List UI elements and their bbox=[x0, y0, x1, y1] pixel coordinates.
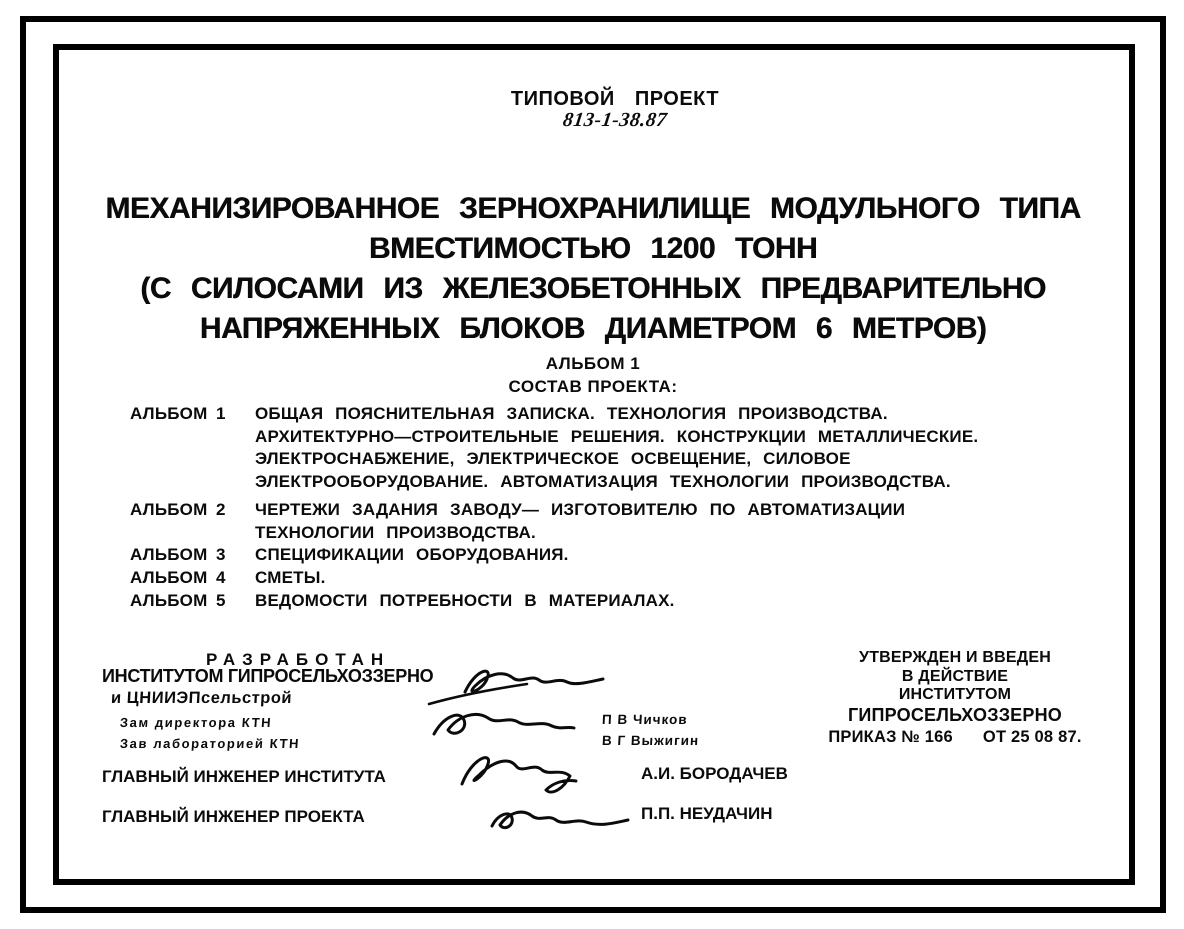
album-description bbox=[255, 499, 1090, 544]
developed-by-heading: РАЗРАБОТАН bbox=[206, 650, 391, 669]
album-description bbox=[255, 567, 1090, 590]
developer-institute-line: ИНСТИТУТОМ ГИПРОСЕЛЬХОЗЗЕРНО bbox=[102, 666, 434, 686]
album-header-block bbox=[53, 352, 1133, 398]
role-lab-head: Зав лабораторией КТН bbox=[119, 736, 301, 751]
album-description-line: ТЕХНОЛОГИИ ПРОИЗВОДСТВА. bbox=[255, 522, 536, 542]
name-borodachev: А.И. БОРОДАЧЕВ bbox=[641, 764, 788, 783]
album-number-heading: АЛЬБОМ 1 bbox=[545, 354, 641, 373]
album-number: 3 bbox=[216, 545, 226, 565]
album-description-line: ВЕДОМОСТИ ПОТРЕБНОСТИ В МАТЕРИАЛАХ. bbox=[255, 590, 675, 610]
role-deputy-director: Зам директора КТН bbox=[119, 715, 273, 730]
album-row-4 bbox=[130, 567, 1090, 590]
approved-line-3: ИНСТИТУТОМ bbox=[898, 686, 1012, 703]
contents-heading: СОСТАВ ПРОЕКТА: bbox=[508, 377, 678, 396]
album-label: АЛЬБОМ bbox=[130, 545, 208, 565]
title-line-3: (С СИЛОСАМИ ИЗ ЖЕЛЕЗОБЕТОННЫХ ПРЕДВАРИТЕЛЬНО bbox=[140, 272, 1046, 305]
album-row-5 bbox=[130, 590, 1090, 613]
signature-4-icon bbox=[482, 796, 632, 842]
approved-institute: ГИПРОСЕЛЬХОЗЗЕРНО bbox=[847, 704, 1062, 725]
album-number: 2 bbox=[216, 499, 226, 519]
album-description bbox=[255, 544, 1090, 567]
title-line-1: МЕХАНИЗИРОВАННОЕ ЗЕРНОХРАНИЛИЩЕ МОДУЛЬНОГО ТИПА bbox=[105, 192, 1081, 225]
album-row-1 bbox=[130, 403, 1090, 494]
developer-institute-line-2: и ЦНИИЭПсельстрой bbox=[110, 689, 293, 707]
album-description-line: СМЕТЫ. bbox=[255, 567, 326, 587]
album-description bbox=[255, 590, 1090, 613]
approved-block bbox=[790, 649, 1120, 746]
title-line-4: НАПРЯЖЕННЫХ БЛОКОВ ДИАМЕТРОМ 6 МЕТРОВ) bbox=[199, 312, 987, 345]
album-description-line: СПЕЦИФИКАЦИИ ОБОРУДОВАНИЯ. bbox=[255, 545, 569, 565]
approval-order-line bbox=[790, 728, 1120, 747]
album-description-line: ЧЕРТЕЖИ ЗАДАНИЯ ЗАВОДУ— ИЗГОТОВИТЕЛЮ ПО АВТОМАТИЗАЦИИ bbox=[255, 499, 906, 519]
album-number: 1 bbox=[216, 404, 226, 423]
approved-line-2: В ДЕЙСТВИЕ bbox=[901, 667, 1009, 685]
doc-type-heading: ТИПОВОЙ ПРОЕКТ bbox=[510, 88, 720, 110]
order-number: ПРИКАЗ № 166 bbox=[828, 727, 953, 746]
album-row-3 bbox=[130, 544, 1090, 567]
role-chief-engineer-project: ГЛАВНЫЙ ИНЖЕНЕР ПРОЕКТА bbox=[102, 807, 365, 826]
role-chief-engineer-institute: ГЛАВНЫЙ ИНЖЕНЕР ИНСТИТУТА bbox=[102, 767, 386, 786]
albums-list bbox=[130, 403, 1090, 612]
approved-line-1: УТВЕРЖДЕН И ВВЕДЕН bbox=[859, 649, 1051, 666]
album-description-line: ЭЛЕКТРООБОРУДОВАНИЕ. АВТОМАТИЗАЦИЯ ТЕХНОЛОГИИ ПРОИЗВОДСТВА. bbox=[255, 472, 951, 492]
album-label: АЛЬБОМ bbox=[130, 404, 208, 423]
album-number: 4 bbox=[216, 567, 226, 587]
album-description-line: ЭЛЕКТРОСНАБЖЕНИЕ, ЭЛЕКТРИЧЕСКОЕ ОСВЕЩЕНИЕ, СИЛОВОЕ bbox=[255, 449, 851, 469]
name-chichkov: П В Чичков bbox=[601, 712, 689, 727]
signature-2-icon bbox=[428, 702, 578, 752]
project-number-handwritten: 813-1-38.87 bbox=[561, 109, 669, 131]
title-line-2: ВМЕСТИМОСТЬЮ 1200 ТОНН bbox=[368, 232, 818, 265]
album-label: АЛЬБОМ bbox=[130, 590, 208, 610]
album-label: АЛЬБОМ bbox=[130, 567, 208, 587]
name-neudachin: П.П. НЕУДАЧИН bbox=[641, 804, 773, 823]
album-description-line: АРХИТЕКТУРНО—СТРОИТЕЛЬНЫЕ РЕШЕНИЯ. КОНСТРУКЦИИ МЕТАЛЛИЧЕСКИЕ. bbox=[255, 426, 979, 446]
album-row-2 bbox=[130, 499, 1090, 544]
order-date: ОТ 25 08 87. bbox=[982, 727, 1082, 746]
name-vyzhigin: В Г Выжигин bbox=[601, 733, 700, 748]
album-number: 5 bbox=[216, 590, 226, 610]
album-description-line: ОБЩАЯ ПОЯСНИТЕЛЬНАЯ ЗАПИСКА. ТЕХНОЛОГИЯ ПРОИЗВОДСТВА. bbox=[255, 404, 888, 423]
main-title bbox=[53, 189, 1133, 349]
album-label: АЛЬБОМ bbox=[130, 499, 208, 519]
album-description bbox=[255, 403, 1090, 494]
